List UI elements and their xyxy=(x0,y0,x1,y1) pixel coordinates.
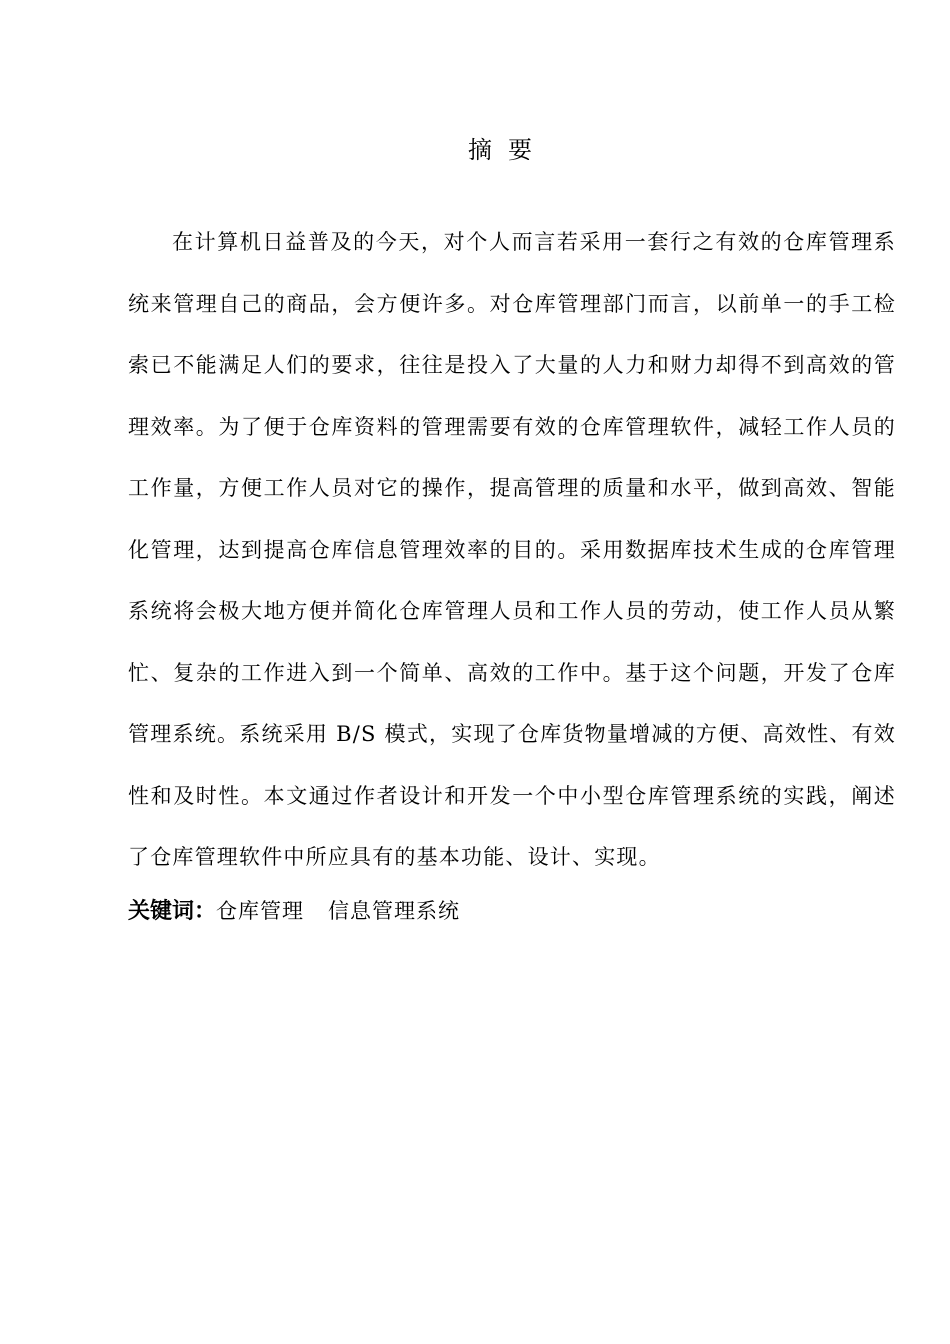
keywords-line xyxy=(128,893,460,930)
keyword-item: 信息管理系统 xyxy=(328,899,461,923)
keyword-item: 仓库管理 xyxy=(216,899,305,923)
keywords-label: 关键词： xyxy=(128,899,217,924)
abstract-paragraph: 在计算机日益普及的今天，对个人而言若采用一套行之有效的仓库管理系统来管理自己的商品，会方便许多。对仓库管理部门而言，以前单一的手工检索已不能满足人们的要求，往往是投入了大量的人力和财力却得不到高效的管理效率。为了便于仓库资料的管理需要有效的仓库管理软件，减轻工作人员的工作量，方便工作人员对它的操作，提高管理的质量和水平，做到高效、智能化管理，达到提高仓库信息管理效率的目的。采用数据库技术生成的仓库管理系统将会极大地方便并简化仓库管理人员和工作人员的劳动，使工作人员从繁忙、复杂的工作进入到一个简单、高效的工作中。基于这个问题，开发了仓库管理系统。系统采用 B/S 模式，实现了仓库货物量增减的方便、高效性、有效性和及时性。本文通过作者设计和开发一个中小型仓库管理系统的实践，阐述了仓库管理软件中所应具有的基本功能、设计、实现。 xyxy=(128,230,896,869)
page-title: 摘要 xyxy=(468,136,548,164)
